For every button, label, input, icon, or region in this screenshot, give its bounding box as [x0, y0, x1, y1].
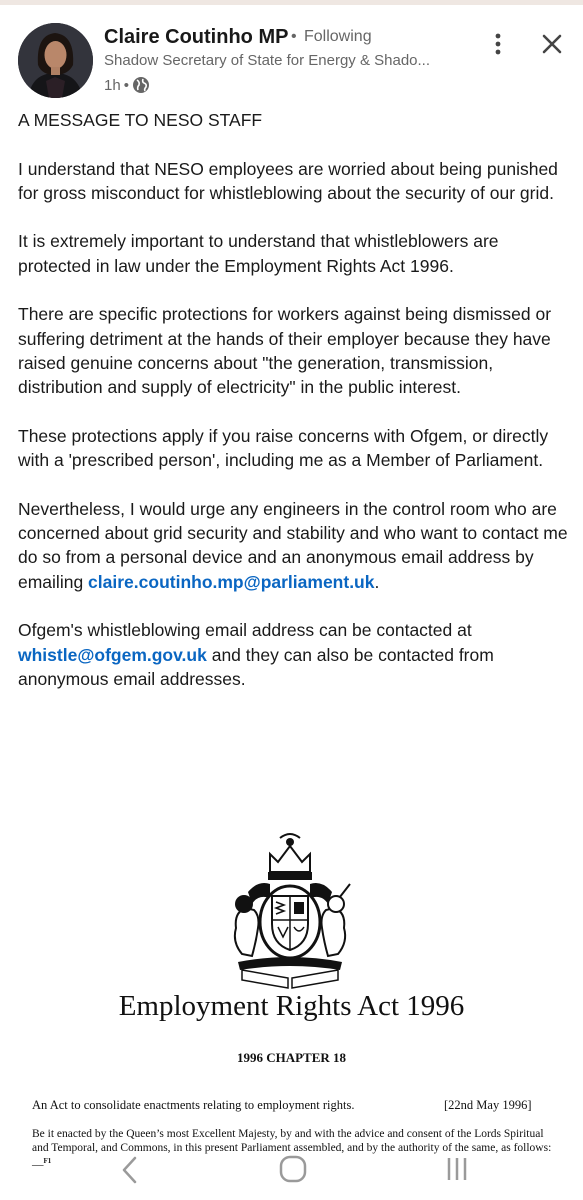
parliament-email-link[interactable]: claire.coutinho.mp@parliament.uk	[88, 571, 375, 592]
post-time-row	[104, 74, 150, 96]
post-header	[0, 18, 583, 98]
status-bar-strip	[0, 0, 583, 5]
paragraph-end: .	[374, 571, 380, 592]
paragraph-text: Nevertheless, I would urge any engineers in the control room who are concerned about grid security and stability and who want to contact me do so from a personal device and an anonymous email address by emailing	[18, 498, 568, 592]
post-paragraph: These protections apply if you raise concerns with Ofgem, or directly with a 'prescribed person', including me as a Member of Parliament.	[18, 425, 549, 471]
home-circle-icon[interactable]	[278, 1154, 308, 1184]
paragraph-end: and they can also be contacted from anonymous email addresses.	[18, 644, 494, 689]
royal-coat-of-arms-icon	[208, 832, 373, 992]
system-navigation-bar	[0, 1150, 583, 1200]
post-paragraph: There are specific protections for workers against being dismissed or suffering detriment at the hands of their employer because they have raised genuine concerns about "the generation, transmission, distribution and supply of electricity" in the public interest.	[18, 304, 552, 398]
globe-icon	[132, 76, 150, 94]
post-paragraph-ofgem	[18, 618, 568, 691]
time-separator: •	[123, 76, 129, 94]
post-image-document[interactable]	[10, 820, 573, 1200]
post-body	[18, 108, 568, 715]
post-paragraph: A MESSAGE TO NESO STAFF	[18, 110, 263, 130]
author-name[interactable]: Claire Coutinho MP	[104, 26, 289, 48]
back-chevron-icon[interactable]	[118, 1154, 142, 1186]
more-vertical-icon[interactable]	[484, 30, 512, 58]
document-long-title: An Act to consolidate enactments relating to employment rights.	[32, 1098, 355, 1112]
post-paragraph: I understand that NESO employees are worried about being punished for gross misconduct for whistleblowing about the security of our grid.	[18, 158, 558, 203]
follow-status: Following	[304, 28, 372, 45]
document-chapter: 1996 CHAPTER 18	[236, 1050, 347, 1065]
enacting-text: Be it enacted by the Queen’s most Excellent Majesty, by and with the advice and consent of the Lords Spiritual and Temporal, and Commons, in this present Parliament assembled, and by the authority of the same, as follows:—	[32, 1128, 552, 1171]
post-paragraph-email	[18, 497, 568, 594]
avatar[interactable]	[18, 23, 93, 98]
recents-icon[interactable]	[442, 1154, 472, 1184]
author-headline: Shadow Secretary of State for Energy & Shado...	[104, 52, 431, 69]
document-date: [22nd May 1996]	[444, 1098, 532, 1112]
follow-separator: •	[291, 28, 297, 45]
post-paragraph: It is extremely important to understand that whistleblowers are protected in law under the Employment Rights Act 1996.	[18, 231, 499, 276]
document-title: Employment Rights Act 1996	[118, 990, 465, 1022]
ofgem-email-link[interactable]: whistle@ofgem.gov.uk	[18, 644, 207, 665]
footnote-marker: F1	[43, 1157, 52, 1165]
close-icon[interactable]	[538, 30, 566, 58]
post-time: 1h	[104, 76, 121, 94]
paragraph-text: Ofgem's whistleblowing email address can be contacted at	[18, 620, 472, 641]
